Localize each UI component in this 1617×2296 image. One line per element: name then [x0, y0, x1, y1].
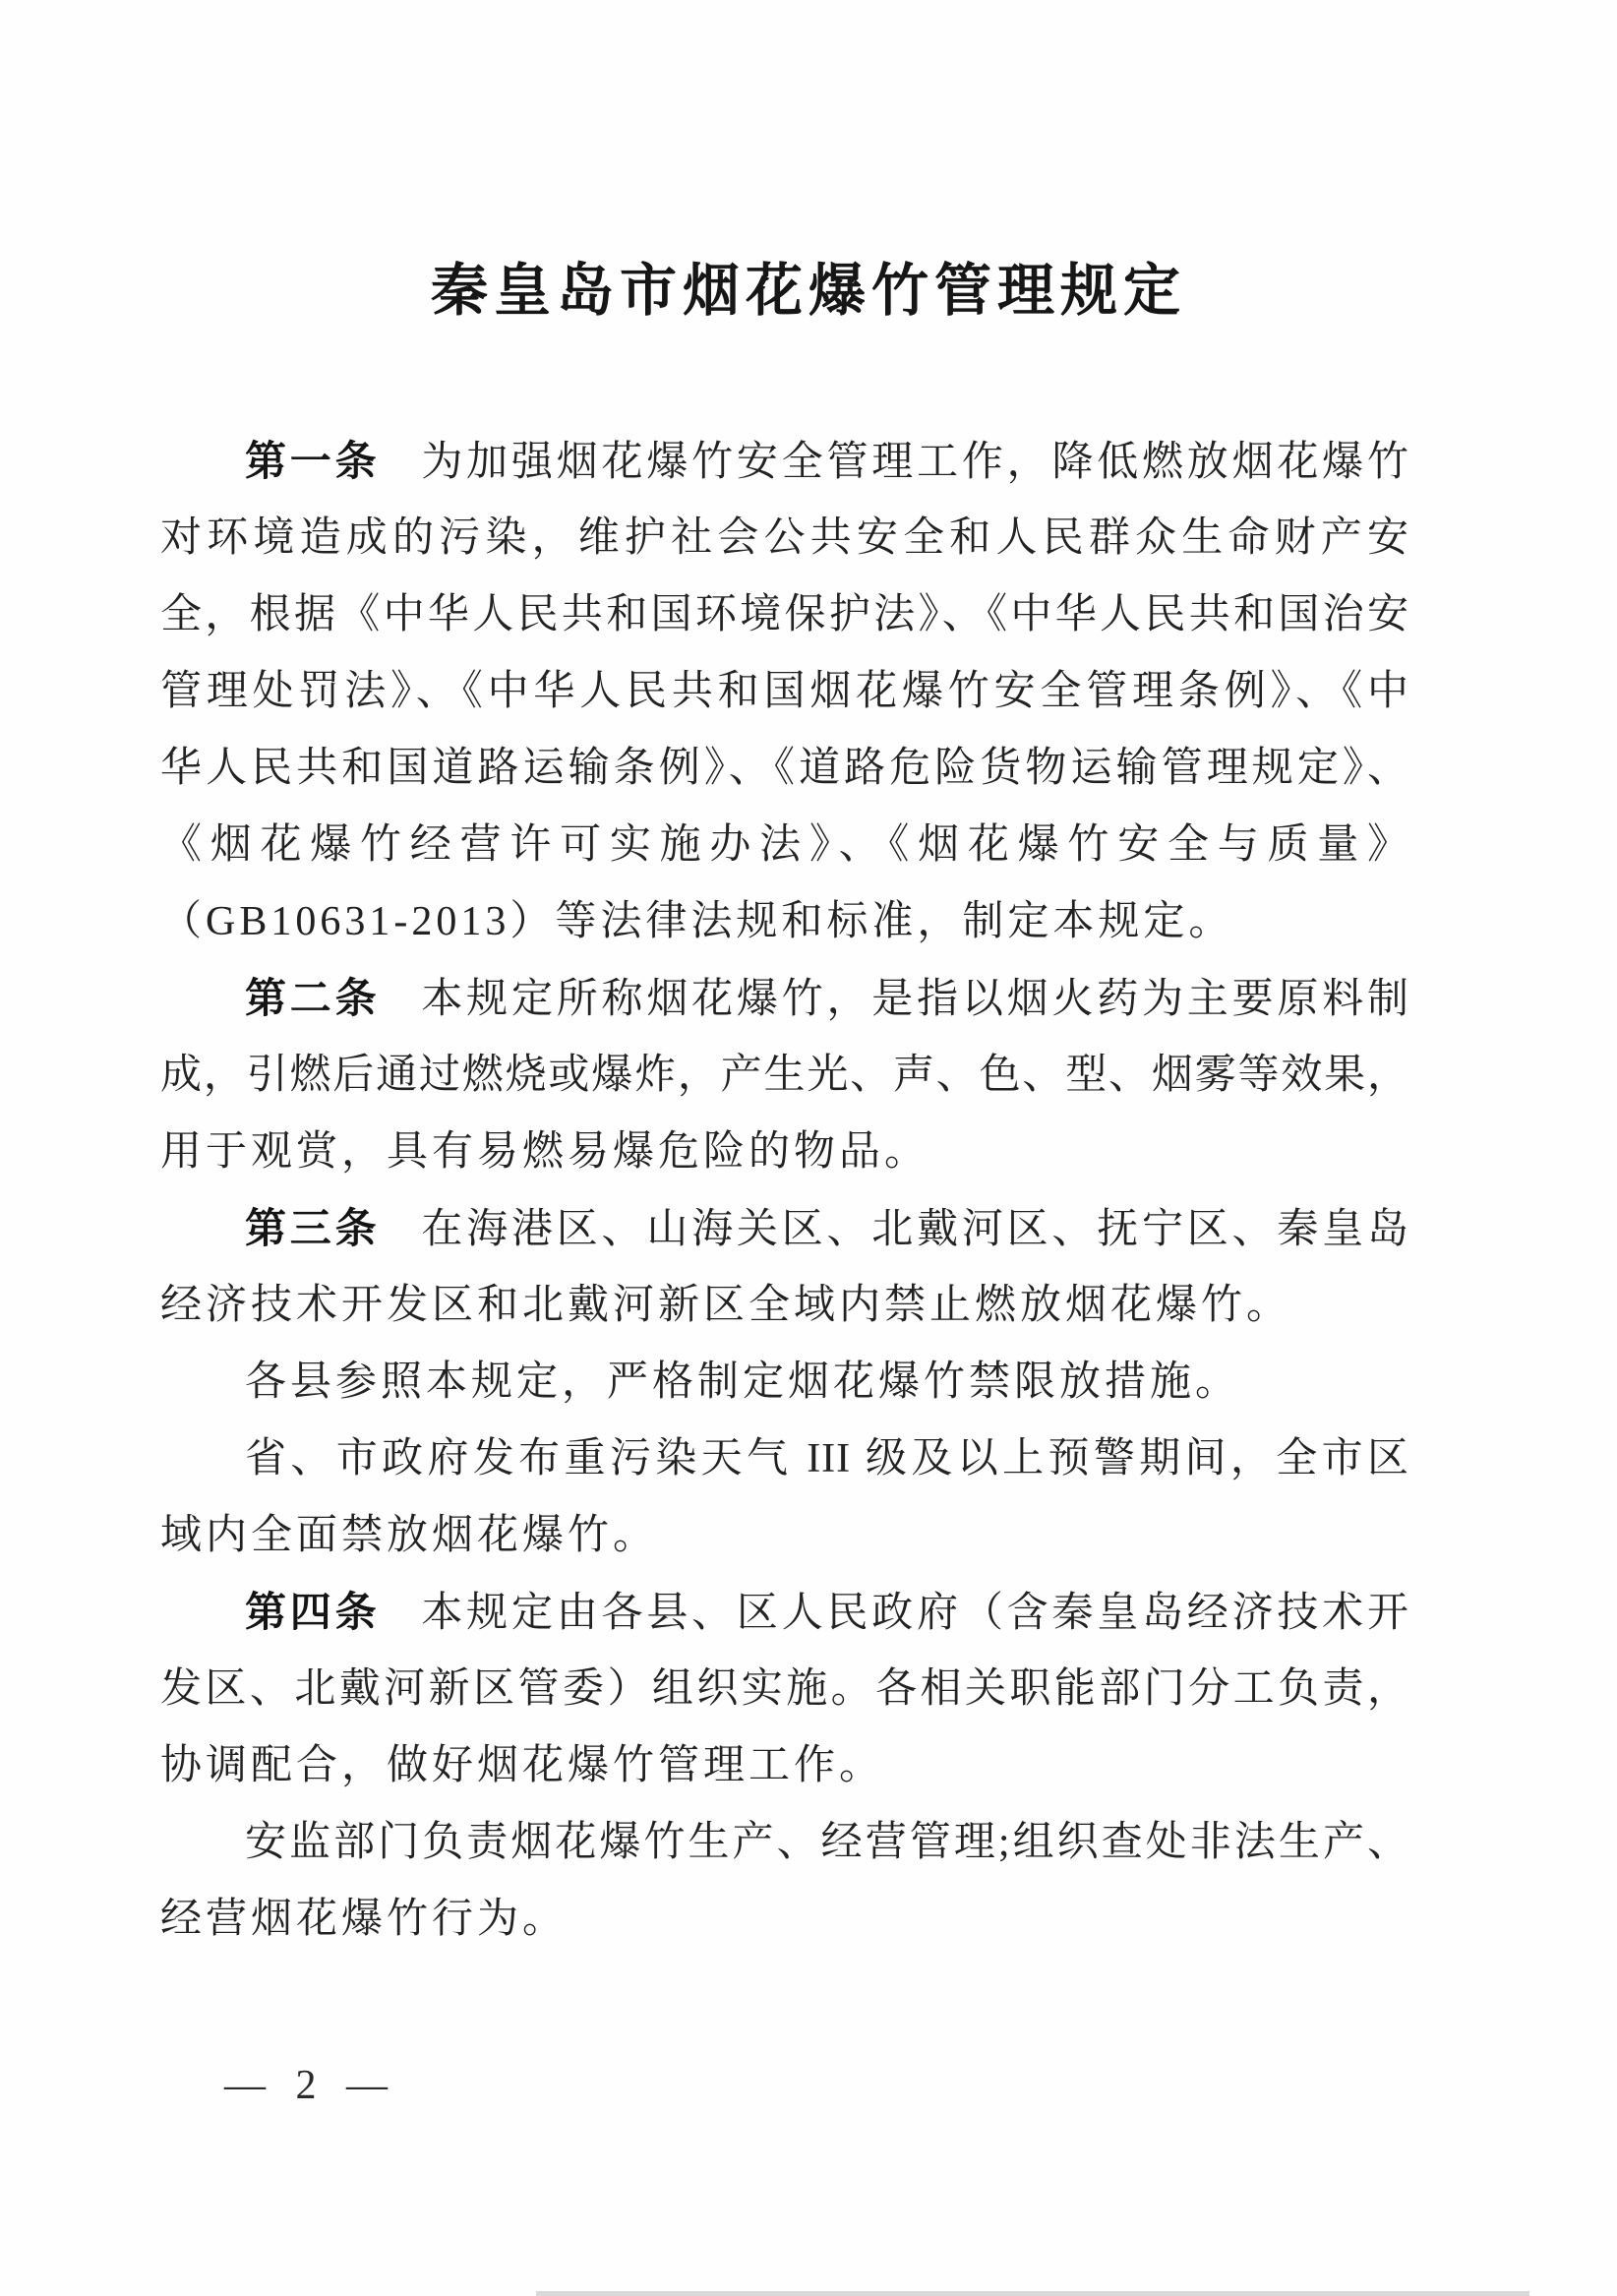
- text-line: [160, 1727, 1409, 1804]
- article-term: 第一条: [245, 438, 381, 484]
- text-line: [160, 1344, 1409, 1420]
- line-text: 省、市政府发布重污染天气 III 级及以上预警期间，全市区: [245, 1436, 1409, 1481]
- scan-edge-artifact: [536, 2291, 1529, 2296]
- line-text: 经营烟花爆竹行为。: [160, 1897, 569, 1942]
- text-line: [160, 1267, 1409, 1344]
- document-body: [160, 423, 1409, 1958]
- line-text: 全，根据《中华人民共和国环境保护法》、《中华人民共和国治安: [160, 592, 1409, 637]
- text-line: [160, 1881, 1409, 1958]
- article-term: 第四条: [245, 1589, 381, 1635]
- text-line: [160, 1037, 1409, 1114]
- line-text: 在海港区、山海关区、北戴河区、抚宁区、秦皇岛: [421, 1207, 1409, 1252]
- text-line: [160, 730, 1409, 807]
- line-text: 管理处罚法》、《中华人民共和国烟花爆竹安全管理条例》、《中: [160, 669, 1409, 714]
- text-line: [160, 1497, 1409, 1574]
- line-text: 《烟花爆竹经营许可实施办法》、《烟花爆竹安全与质量》: [160, 822, 1409, 868]
- article-term: 第三条: [245, 1205, 381, 1251]
- line-text: （GB10631-2013）等法律法规和标准，制定本规定。: [160, 899, 1234, 944]
- line-text: 华人民共和国道路运输条例》、《道路危险货物运输管理规定》、: [160, 746, 1409, 791]
- line-text: 各县参照本规定，严格制定烟花爆竹禁限放措施。: [245, 1359, 1241, 1405]
- page-number: — 2 —: [224, 2063, 397, 2108]
- text-line: [160, 1804, 1409, 1881]
- line-text: 经济技术开发区和北戴河新区全域内禁止燃放烟花爆竹。: [160, 1283, 1292, 1328]
- article-term: 第二条: [245, 975, 381, 1021]
- line-text: 为加强烟花爆竹安全管理工作，降低燃放烟花爆竹: [421, 440, 1409, 485]
- text-line: [160, 883, 1409, 960]
- line-text: 成，引燃后通过燃烧或爆炸，产生光、声、色、型、烟雾等效果，: [160, 1053, 1409, 1098]
- line-text: 本规定由各县、区人民政府（含秦皇岛经济技术开: [421, 1591, 1409, 1636]
- line-text: 协调配合，做好烟花爆竹管理工作。: [160, 1743, 885, 1788]
- line-text: 域内全面禁放烟花爆竹。: [160, 1513, 659, 1558]
- line-text: 安监部门负责烟花爆竹生产、经营管理;组织查处非法生产、: [245, 1820, 1409, 1865]
- line-text: 本规定所称烟花爆竹，是指以烟火药为主要原料制: [421, 977, 1409, 1022]
- text-line: [160, 960, 1409, 1037]
- text-line: [160, 500, 1409, 576]
- text-line: [160, 1574, 1409, 1651]
- text-line: [160, 1420, 1409, 1497]
- line-text: 用于观赏，具有易燃易爆危险的物品。: [160, 1129, 930, 1175]
- page-title: 秦皇岛市烟花爆竹管理规定: [430, 259, 1186, 323]
- line-text: 对环境造成的污染，维护社会公共安全和人民群众生命财产安: [160, 515, 1409, 561]
- text-line: [160, 1190, 1409, 1267]
- text-line: [160, 1114, 1409, 1190]
- text-line: [160, 576, 1409, 653]
- text-line: [160, 653, 1409, 730]
- line-text: 发区、北戴河新区管委）组织实施。各相关职能部门分工负责，: [160, 1666, 1409, 1712]
- text-line: [160, 423, 1409, 500]
- text-line: [160, 1651, 1409, 1727]
- text-line: [160, 807, 1409, 883]
